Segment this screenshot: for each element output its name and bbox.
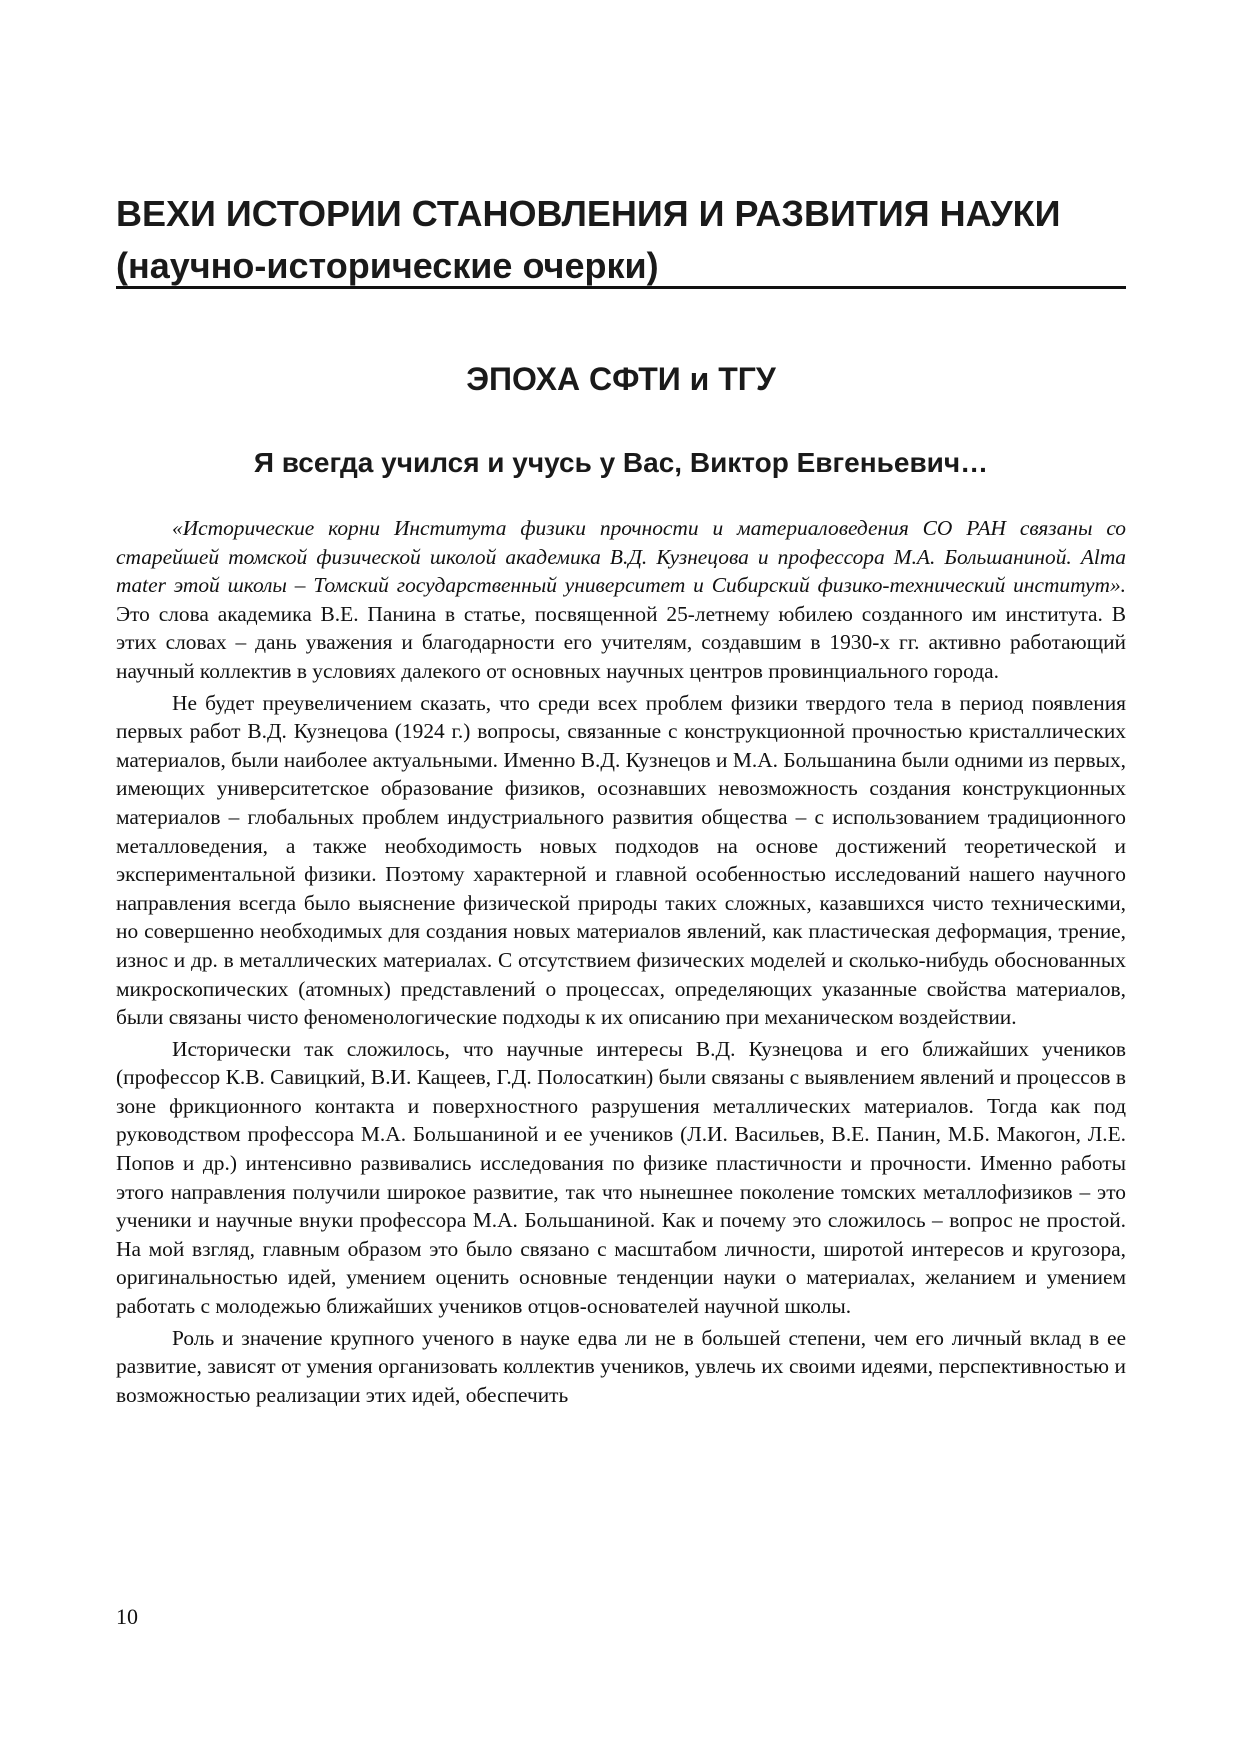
paragraph-3: Исторически так сложилось, что научные интересы В.Д. Кузнецова и его ближайших учеников (профессор К.В. Савицкий, В.И. Кащеев, Г.Д. Полосаткин) были связаны с выявлением явлений и процессов в зоне фрикционного контакта и поверхностного разрушения металлических материалов. Тогда как под руководством профессора М.А. Большаниной и ее учеников (Л.И. Васильев, В.Е. Панин, М.Б. Макогон, Л.Е. Попов и др.) интенсивно развивались исследования по физике пластичности и прочности. Именно работы этого направления получили широкое развитие, так что нынешнее поколение томских металлофизиков – это ученики и научные внуки профессора М.А. Большаниной. Как и почему это сложилось – вопрос не простой. На мой взгляд, главным образом это было связано с масштабом личности, широтой интересов и кругозора, оригинальностью идей, умением оценить основные тенденции науки о материалах, желанием и умением работать с молодежью ближайших учеников отцов-основателей научной школы.: [116, 1036, 1126, 1319]
chapter-title: ЭПОХА СФТИ и ТГУ: [466, 361, 776, 397]
paragraph-1-quote: «Исторические корни Института физики прочности и материаловедения СО РАН связаны со старейшей томской физической школой академика В.Д. Кузнецова и профессора М.А. Большаниной. Alma mater этой школы – Томский государственный университет и Сибирский физико-технический институт».: [116, 516, 1126, 598]
section-title: [116, 188, 1126, 292]
paragraph-1-text: Это слова академика В.Е. Панина в статье, посвященной 25-летнему юбилею созданного им института. В этих словах – дань уважения и благодарности его учителям, создавшим в 1930-х гг. активно работающий научный коллектив в условиях далекого от основных научных центров провинциального города.: [116, 601, 1126, 683]
paragraph-1: [116, 514, 1126, 686]
paragraph-2: Не будет преувеличением сказать, что среди всех проблем физики твердого тела в период появления первых работ В.Д. Кузнецова (1924 г.) вопросы, связанные с конструкционной прочностью кристаллических материалов, были наиболее актуальными. Именно В.Д. Кузнецов и М.А. Большанина были одними из первых, имеющих университетское образование физиков, осознавших невозможность создания конструкционных материалов – глобальных проблем индустриального развития общества – с использованием традиционного металловедения, а также необходимость новых подходов на основе достижений теоретической и экспериментальной физики. Поэтому характерной и главной особенностью исследований нашего научного направления всегда было выяснение физической природы таких сложных, казавшихся чисто техническими, но совершенно необходимых для создания новых материалов явлений, как пластическая деформация, трение, износ и др. в металлических материалах. С отсутствием физических моделей и сколько-нибудь обоснованных микроскопических (атомных) представлений о процессах, определяющих указанные свойства материалов, были связаны чисто феноменологические подходы к их описанию при механическом воздействии.: [116, 690, 1126, 1030]
article-title: Я всегда учился и учусь у Вас, Виктор Евгеньевич…: [253, 447, 989, 478]
section-divider: [116, 286, 1126, 289]
paragraph-4: Роль и значение крупного ученого в науке едва ли не в большей степени, чем его личный вклад в ее развитие, зависят от умения организовать коллектив учеников, увлечь их своими идеями, перспективностью и возможностью реализации этих идей, обеспечить: [116, 1325, 1126, 1407]
section-title-line-1: ВЕХИ ИСТОРИИ СТАНОВЛЕНИЯ И РАЗВИТИЯ НАУКИ: [116, 193, 1061, 234]
page-number: 10: [116, 1604, 138, 1629]
article-body: [116, 514, 1126, 1412]
section-title-line-2: (научно-исторические очерки): [116, 245, 659, 286]
